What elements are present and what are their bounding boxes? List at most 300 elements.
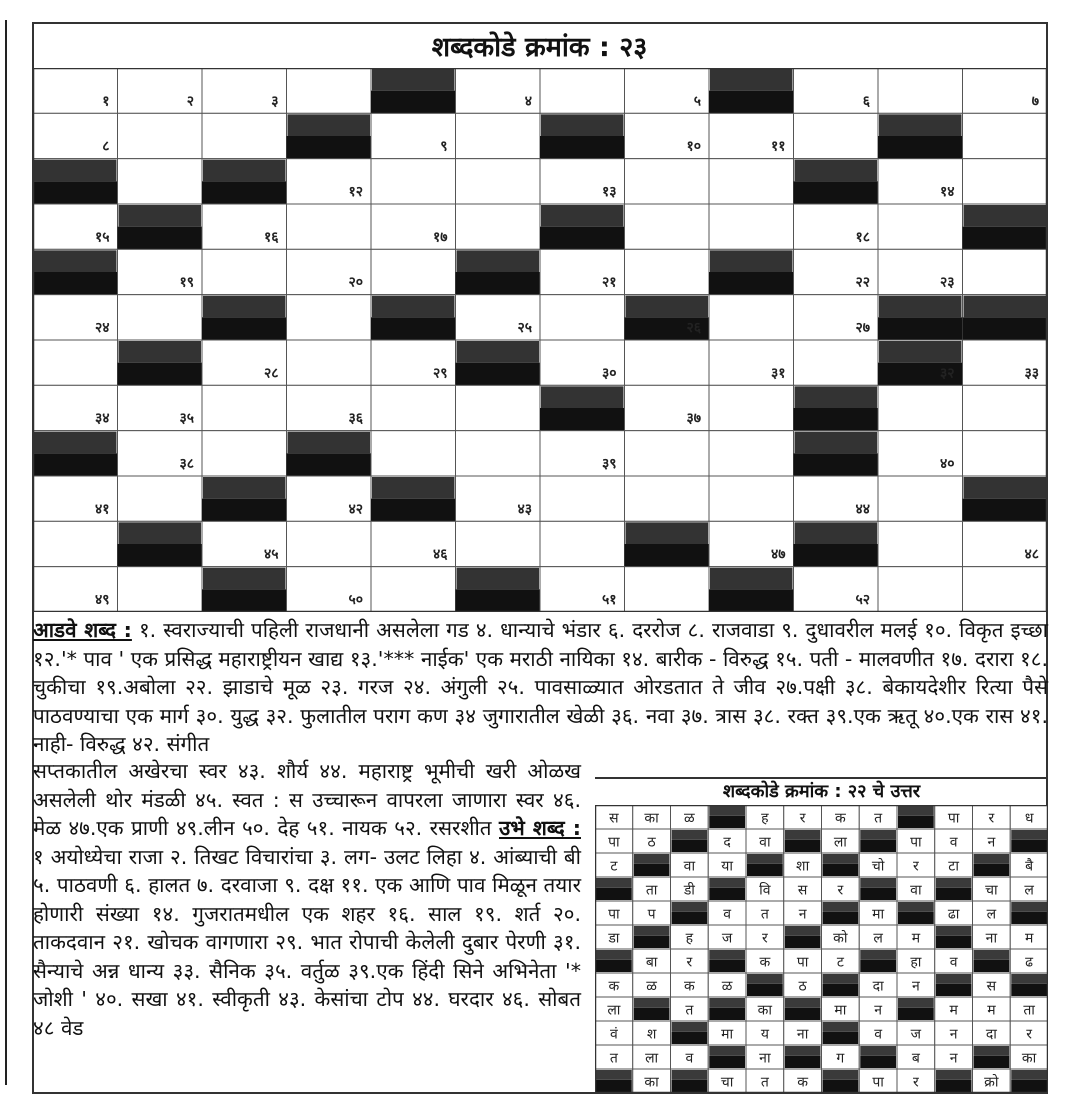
grid-cell[interactable]: [709, 476, 794, 521]
block-fill-top: [119, 341, 202, 363]
answer-block: [859, 949, 897, 973]
answer-letter: त: [685, 1002, 694, 1019]
answer-letter: स: [986, 978, 997, 995]
answer-block-fill: [1011, 1080, 1047, 1092]
answer-block-fill: [936, 888, 972, 900]
block-fill-bottom: [878, 317, 963, 340]
cell-box: [287, 521, 372, 566]
answer-letter: न: [874, 1002, 883, 1019]
answer-block: [822, 1021, 860, 1045]
grid-block: [118, 204, 203, 249]
clue-number: ५: [693, 93, 701, 110]
answer-letter: क: [608, 978, 620, 995]
cell-box: [33, 340, 118, 385]
across-clues-text-1: १. स्वराज्याची पहिली राजधानी असलेला गड ४. धान्याचे भंडार ६. दररोज ८. राजवाडा ९. दुधावरील मलई १०. विकृत इच्छा १२.'* पाव ' एक प्रसिद्ध महाराष्ट्रीयन खाद्य १३.'*** नाईक' एक मराठी नायिका १४. बारीक - विरुद्ध १५. पती - मालवणीत १७. दरारा १८. चुकीचा १९.अबोला २२. झाडाचे मूळ २३. गरज २४. अंगुली २५. पावसाळ्यात ओरडतात ते जीव २७.पक्षी ३८. बेकायदेशीर रित्या पैसे पाठवण्याचा एक मार्ग ३०. युद्ध ३२. फुलातील पराग कण ३४ जुगारातील खेळी ३६. नवा ३७. त्रास ३८. रक्त ३९.एक ऋतू ४०.एक रास ४१. नाही- विरुद्ध ४२. संगीत: [33, 618, 1048, 756]
answer-block-top: [823, 1022, 859, 1032]
block-fill-bottom: [33, 181, 118, 204]
grid-cell[interactable]: [118, 113, 203, 158]
grid-cell[interactable]: [33, 340, 118, 385]
answer-block-top: [898, 998, 934, 1008]
clue-number: ३३: [1024, 365, 1039, 382]
grid-cell[interactable]: [794, 113, 879, 158]
answer-block-top: [823, 854, 859, 864]
block-fill-bottom: [794, 544, 879, 567]
grid-cell[interactable]: [878, 204, 963, 249]
answer-block-fill: [672, 1080, 708, 1092]
block-fill-top: [203, 296, 286, 318]
answer-block: [859, 829, 897, 853]
answer-letter: ह: [761, 810, 769, 827]
answer-letter: टा: [948, 858, 959, 875]
answer-block-top: [709, 1046, 745, 1056]
answer-letter: ता: [645, 882, 658, 899]
answer-letter: ज: [721, 930, 733, 947]
block-fill-bottom: [118, 363, 203, 386]
answer-block-fill: [1011, 912, 1047, 924]
grid-cell[interactable]: [540, 68, 625, 113]
cell-box: [371, 385, 456, 430]
clue-number: ५०: [348, 592, 363, 608]
block-fill-top: [203, 160, 286, 182]
answer-grid: [595, 805, 1048, 1093]
answer-letter: त: [760, 1074, 769, 1091]
grid-cell[interactable]: [878, 521, 963, 566]
grid-cell[interactable]: [625, 476, 710, 521]
answer-letter: प: [647, 906, 656, 923]
grid-cell[interactable]: [118, 159, 203, 204]
cell-box: [878, 476, 963, 521]
grid-cell[interactable]: [371, 567, 456, 612]
answer-block-fill: [936, 1080, 972, 1092]
answer-block-fill: [634, 1008, 670, 1020]
answer-block-fill: [709, 816, 745, 828]
answer-block-fill: [596, 960, 632, 972]
grid-cell[interactable]: [963, 385, 1048, 430]
answer-block: [595, 877, 633, 901]
crossword-grid[interactable]: [33, 68, 1047, 612]
block-fill-bottom: [878, 136, 963, 159]
answer-letter: न: [911, 978, 920, 995]
answer-letter: न: [949, 1026, 958, 1043]
answer-letter: चा: [720, 1074, 734, 1091]
clue-number: ४१: [94, 501, 110, 518]
cell-box: [118, 159, 203, 204]
block-fill-top: [541, 386, 624, 408]
answer-letter: श: [646, 1026, 657, 1043]
answer-block-top: [785, 830, 821, 840]
block-fill-bottom: [540, 136, 625, 159]
clue-number: १: [102, 93, 110, 110]
answer-block-top: [860, 830, 896, 840]
down-heading: उभे शब्द :: [499, 816, 581, 840]
block-fill-bottom: [963, 227, 1048, 250]
block-fill-top: [964, 477, 1047, 499]
answer-letter: हा: [910, 954, 922, 971]
grid-block: [963, 476, 1048, 521]
answer-block-fill: [823, 1032, 859, 1044]
answer-letter: ज: [910, 1026, 922, 1043]
cell-box: [202, 113, 287, 158]
block-fill-top: [795, 386, 878, 408]
clue-number: १३: [601, 184, 617, 200]
answer-letter: त: [760, 906, 769, 923]
grid-block: [202, 567, 287, 612]
cell-box: [963, 431, 1048, 476]
grid-block: [709, 249, 794, 294]
answer-letter: क्रो: [984, 1074, 999, 1091]
clue-number: ४: [524, 93, 532, 110]
block-fill-top: [879, 341, 962, 363]
answer-letter: म: [1024, 930, 1034, 947]
grid-cell[interactable]: [202, 113, 287, 158]
answer-block: [595, 949, 633, 973]
answer-block-top: [936, 926, 972, 936]
grid-cell[interactable]: [118, 295, 203, 340]
answer-letter: बै: [1025, 858, 1034, 875]
grid-block: [202, 159, 287, 204]
grid-cell[interactable]: [456, 113, 541, 158]
answer-block-fill: [860, 960, 896, 972]
grid-cell[interactable]: [456, 521, 541, 566]
answer-block-top: [596, 1070, 632, 1080]
grid-cell[interactable]: [287, 340, 372, 385]
clue-number: ४६: [432, 546, 448, 563]
grid-cell[interactable]: [625, 431, 710, 476]
grid-block: [794, 159, 879, 204]
answer-block: [935, 973, 973, 997]
answer-letter: ग: [836, 1050, 845, 1067]
answer-letter: व: [685, 1050, 694, 1067]
answer-block-top: [785, 998, 821, 1008]
grid-cell[interactable]: [118, 476, 203, 521]
answer-block-fill: [709, 888, 745, 900]
answer-letter: ल: [1024, 882, 1034, 899]
cell-box: [540, 476, 625, 521]
answer-letter: ढ: [1025, 954, 1034, 971]
answer-letter: का: [644, 1074, 659, 1091]
clue-number: ४०: [939, 456, 955, 472]
grid-cell[interactable]: [625, 159, 710, 204]
grid-cell[interactable]: [202, 385, 287, 430]
answer-letter: न: [798, 906, 807, 923]
grid-cell[interactable]: [963, 431, 1048, 476]
cell-box: [709, 431, 794, 476]
grid-cell[interactable]: [794, 340, 879, 385]
clues-narrow-column: [33, 757, 581, 1042]
block-fill-bottom: [202, 317, 287, 340]
answer-block-top: [936, 1070, 972, 1080]
clue-number: ४९: [94, 592, 110, 608]
answer-block-top: [596, 950, 632, 960]
answer-block-top: [785, 1046, 821, 1056]
grid-cell[interactable]: [456, 204, 541, 249]
answer-block-top: [634, 926, 670, 936]
grid-cell[interactable]: [709, 385, 794, 430]
answer-letter: स: [609, 810, 619, 827]
answer-block-fill: [1011, 840, 1047, 852]
grid-cell[interactable]: [33, 521, 118, 566]
block-fill-bottom: [202, 181, 287, 204]
clue-number: १०: [686, 138, 701, 155]
answer-letter: म: [949, 1002, 958, 1019]
clue-number: २०: [348, 274, 363, 291]
grid-cell[interactable]: [878, 567, 963, 612]
cell-box: [963, 567, 1048, 612]
answer-block: [935, 1069, 973, 1093]
clue-number: ३७: [686, 410, 701, 427]
answer-letter: मा: [721, 1026, 734, 1043]
answer-letter: वा: [759, 834, 771, 851]
clue-number: १५: [94, 229, 110, 246]
grid-cell[interactable]: [963, 113, 1048, 158]
cell-box: [963, 159, 1048, 204]
clue-number: २८: [263, 365, 279, 382]
grid-cell[interactable]: [625, 249, 710, 294]
answer-letter: को: [833, 930, 848, 947]
grid-cell[interactable]: [878, 68, 963, 113]
grid-cell[interactable]: [540, 295, 625, 340]
answer-block-top: [596, 878, 632, 888]
answer-block: [633, 925, 671, 949]
clue-number: ८: [102, 138, 110, 155]
answer-letter: ळ: [646, 978, 657, 995]
grid-cell[interactable]: [625, 204, 710, 249]
answer-letter: ला: [607, 1002, 621, 1019]
answer-block-top: [1011, 1070, 1047, 1080]
grid-cell[interactable]: [625, 567, 710, 612]
cell-box: [709, 159, 794, 204]
answer-block-fill: [823, 1080, 859, 1092]
answer-block: [897, 997, 935, 1021]
answer-block-fill: [634, 864, 670, 876]
grid-cell[interactable]: [456, 159, 541, 204]
answer-letter: त: [609, 1050, 618, 1067]
puzzle-title: शब्दकोडे क्रमांक : २३: [431, 32, 648, 63]
answer-block-top: [672, 1070, 708, 1080]
answer-letter: पा: [910, 834, 922, 851]
block-fill-top: [34, 160, 117, 182]
grid-cell[interactable]: [963, 159, 1048, 204]
block-fill-bottom: [794, 181, 879, 204]
answer-block-top: [1011, 902, 1047, 912]
block-fill-bottom: [33, 272, 118, 295]
answer-block-top: [860, 1046, 896, 1056]
block-fill-top: [710, 69, 793, 91]
clue-number: ३८: [179, 456, 194, 472]
answer-block-fill: [898, 816, 934, 828]
answer-letter: ल: [986, 906, 997, 923]
answer-block-top: [974, 950, 1010, 960]
grid-block: [202, 295, 287, 340]
grid-cell[interactable]: [540, 476, 625, 521]
cell-box: [625, 159, 710, 204]
answer-block-fill: [785, 1008, 821, 1020]
block-fill-bottom: [371, 317, 456, 340]
grid-cell[interactable]: [202, 431, 287, 476]
answer-block-fill: [1011, 984, 1047, 996]
answer-letter: शा: [796, 858, 810, 875]
clue-number: ४२: [348, 501, 363, 518]
cell-box: [625, 476, 710, 521]
answer-block: [935, 877, 973, 901]
answer-block-top: [672, 1022, 708, 1032]
grid-block: [456, 567, 541, 612]
answer-letter: वा: [683, 858, 696, 875]
block-fill-bottom: [202, 589, 287, 612]
clue-number: ७: [1031, 93, 1039, 110]
answer-block-fill: [936, 936, 972, 948]
grid-block: [287, 431, 372, 476]
answer-letter: पा: [947, 810, 960, 827]
grid-cell[interactable]: [371, 385, 456, 430]
answer-letter: र: [1026, 1026, 1032, 1043]
answer-block-top: [672, 902, 708, 912]
answer-block: [973, 853, 1011, 877]
grid-block: [540, 204, 625, 249]
answer-block-fill: [596, 888, 632, 900]
clue-number: २७: [855, 320, 870, 336]
answer-letter: र: [762, 930, 768, 947]
grid-cell[interactable]: [709, 431, 794, 476]
answer-letter: ठ: [798, 978, 807, 995]
cell-box: [540, 295, 625, 340]
block-fill-top: [372, 296, 455, 318]
clue-number: ३६: [348, 410, 363, 427]
answer-block: [633, 997, 671, 1021]
clue-number: ११: [770, 138, 786, 155]
answer-letter: क: [834, 810, 846, 827]
grid-cell[interactable]: [371, 159, 456, 204]
answer-letter: पा: [872, 1074, 884, 1091]
grid-block: [202, 476, 287, 521]
grid-cell[interactable]: [709, 295, 794, 340]
answer-block-top: [709, 878, 745, 888]
answer-block-top: [747, 974, 783, 984]
block-fill-top: [795, 522, 878, 544]
block-fill-bottom: [709, 272, 794, 295]
answer-letter: त: [874, 810, 883, 827]
grid-cell[interactable]: [371, 431, 456, 476]
grid-cell[interactable]: [202, 249, 287, 294]
grid-cell[interactable]: [287, 204, 372, 249]
answer-letter: डा: [608, 930, 620, 947]
block-fill-bottom: [371, 91, 456, 114]
answer-block: [935, 925, 973, 949]
answer-block-top: [898, 806, 934, 816]
clue-number: १६: [263, 229, 279, 246]
answer-block-top: [672, 830, 708, 840]
block-fill-top: [372, 477, 455, 499]
grid-cell[interactable]: [878, 476, 963, 521]
clue-number: ३२: [939, 365, 955, 382]
grid-cell[interactable]: [371, 249, 456, 294]
grid-block: [371, 295, 456, 340]
block-fill-top: [541, 205, 624, 227]
grid-block: [33, 249, 118, 294]
grid-block: [878, 295, 963, 340]
grid-cell[interactable]: [118, 567, 203, 612]
answer-block: [746, 853, 784, 877]
clue-number: ४८: [1024, 546, 1039, 563]
block-fill-top: [203, 568, 286, 590]
grid-cell[interactable]: [963, 567, 1048, 612]
answer-block-fill: [936, 984, 972, 996]
answer-letter: ट: [610, 858, 618, 875]
block-fill-bottom: [287, 136, 372, 159]
clue-number: ४५: [263, 546, 279, 563]
block-fill-bottom: [371, 499, 456, 522]
cell-box: [287, 204, 372, 249]
answer-block-fill: [860, 840, 896, 852]
answer-block-top: [785, 926, 821, 936]
grid-cell[interactable]: [540, 521, 625, 566]
cell-box: [371, 249, 456, 294]
answer-letter: का: [757, 1002, 773, 1019]
answer-letter: मा: [834, 1002, 847, 1019]
block-fill-top: [34, 432, 117, 454]
grid-cell[interactable]: [456, 385, 541, 430]
answer-block-fill: [672, 1032, 708, 1044]
grid-cell[interactable]: [878, 385, 963, 430]
cell-box: [625, 567, 710, 612]
answer-block-top: [709, 998, 745, 1008]
grid-cell[interactable]: [963, 249, 1048, 294]
cell-box: [963, 385, 1048, 430]
answer-letter: र: [913, 858, 919, 875]
answer-block: [1010, 829, 1048, 853]
grid-cell[interactable]: [625, 340, 710, 385]
answer-block: [784, 829, 822, 853]
block-fill-top: [457, 568, 540, 590]
clue-number: ३९: [601, 456, 617, 472]
block-fill-top: [119, 522, 202, 544]
clue-number: २६: [686, 320, 701, 336]
cell-box: [709, 295, 794, 340]
grid-block: [625, 521, 710, 566]
clue-number: ६: [862, 93, 870, 110]
answer-block: [708, 805, 746, 829]
cell-box: [709, 204, 794, 249]
answer-block: [784, 997, 822, 1021]
answer-letter: द: [723, 834, 731, 851]
answer-block: [784, 925, 822, 949]
grid-cell[interactable]: [287, 68, 372, 113]
clue-number: १८: [855, 229, 870, 246]
cell-box: [287, 295, 372, 340]
answer-block-fill: [898, 912, 934, 924]
block-fill-bottom: [287, 453, 372, 476]
cell-box: [709, 385, 794, 430]
grid-block: [287, 113, 372, 158]
left-column-rule: [5, 20, 7, 1085]
answer-block-fill: [860, 888, 896, 900]
crossword-grid-svg[interactable]: [33, 68, 1047, 612]
grid-cell[interactable]: [287, 521, 372, 566]
answer-block: [784, 1045, 822, 1069]
grid-block: [963, 295, 1048, 340]
grid-block: [540, 113, 625, 158]
answer-block-fill: [860, 1056, 896, 1068]
block-fill-bottom: [202, 499, 287, 522]
answer-block: [859, 877, 897, 901]
grid-cell[interactable]: [709, 204, 794, 249]
grid-cell[interactable]: [456, 431, 541, 476]
block-fill-bottom: [625, 544, 710, 567]
grid-cell[interactable]: [287, 295, 372, 340]
grid-cell[interactable]: [709, 159, 794, 204]
answer-letter: ब: [911, 1050, 920, 1067]
clue-number: १९: [179, 274, 194, 291]
